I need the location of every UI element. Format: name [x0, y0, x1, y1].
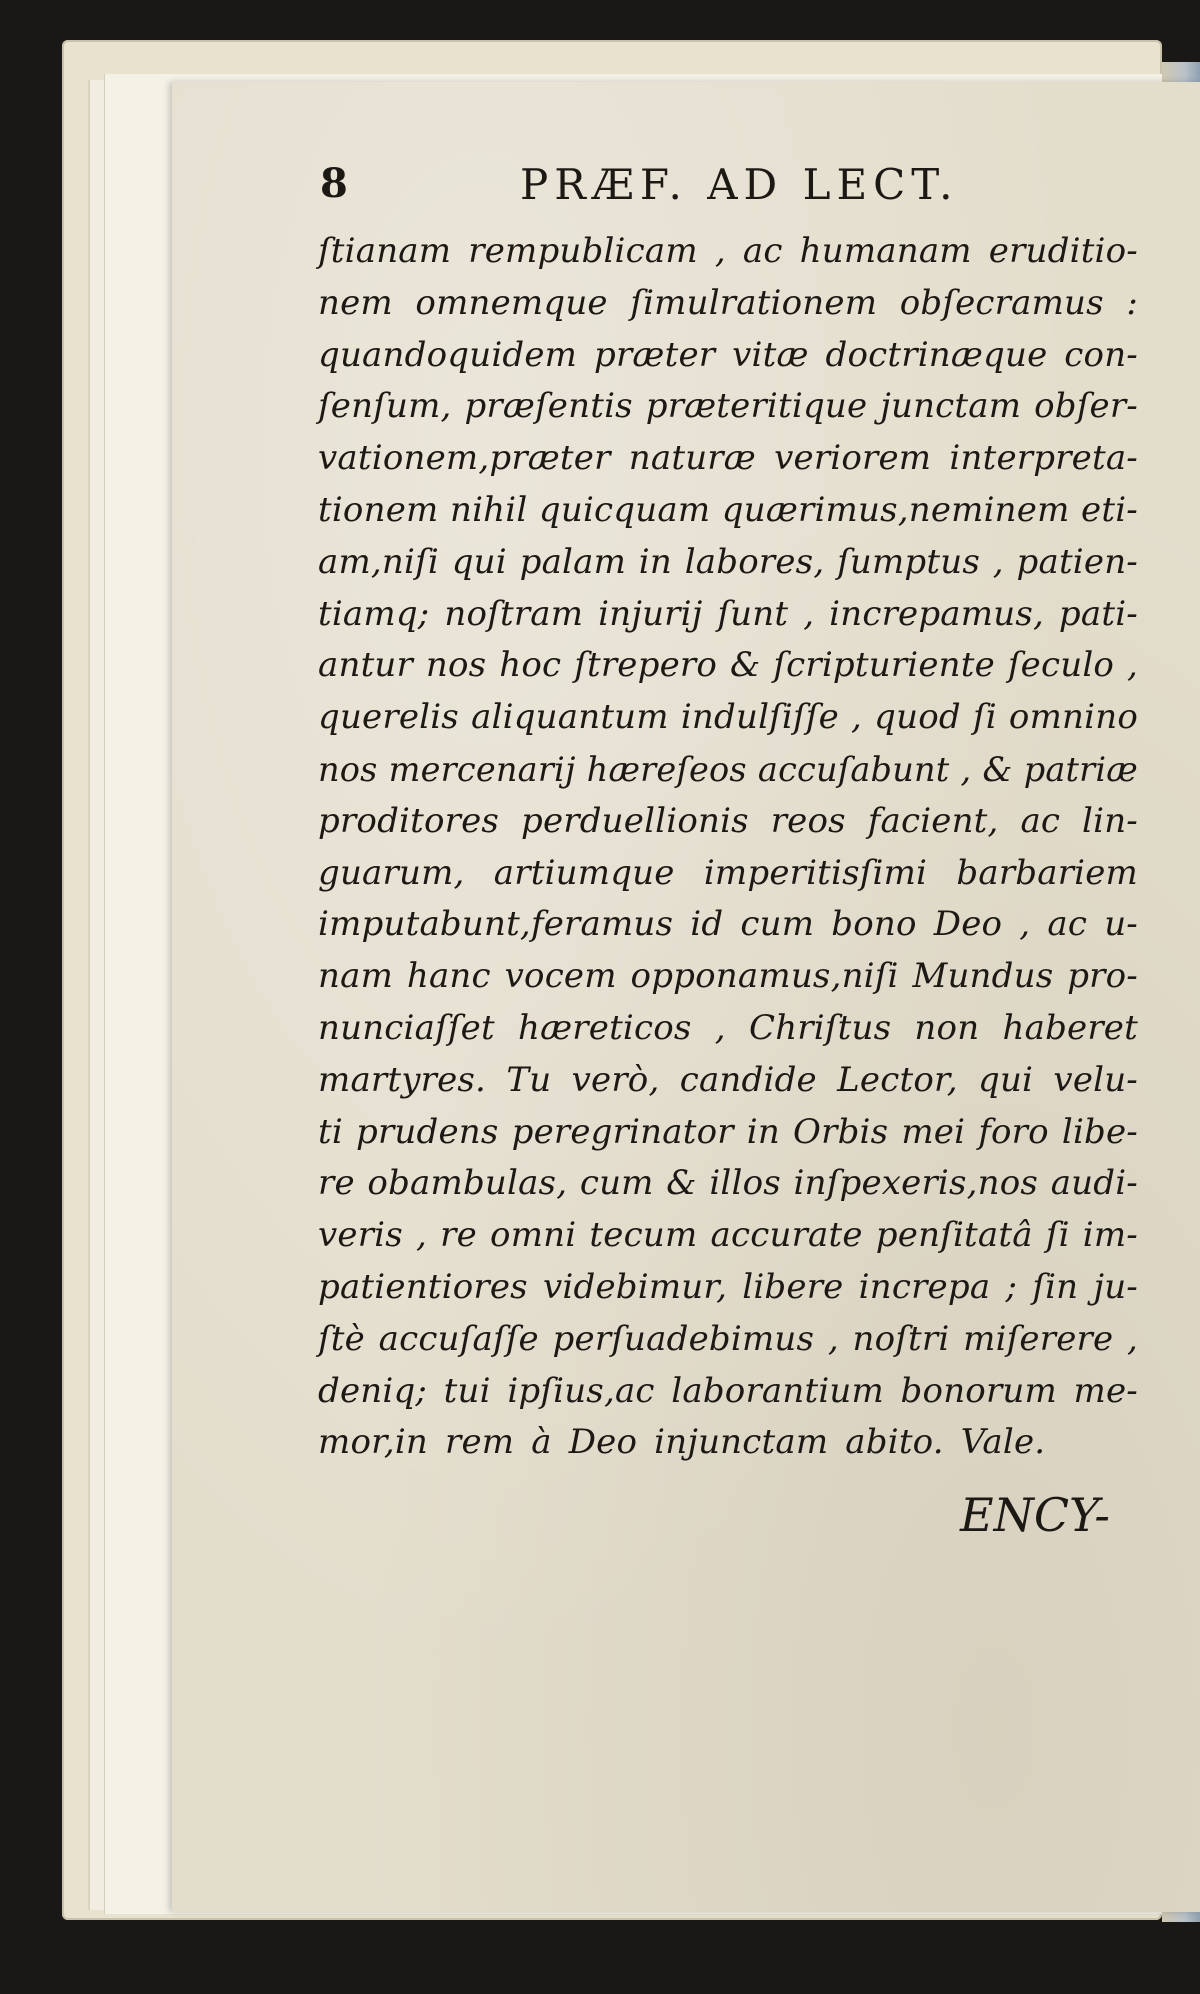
text-line: quandoquidem præter vitæ doctrinæque con-: [318, 334, 1138, 375]
text-line: querelis aliquantum indulſiſſe , quod ſi omnino: [318, 697, 1138, 738]
page-header: [320, 160, 1140, 230]
running-head: PRÆF. AD LECT.: [520, 160, 959, 209]
text-line: proditores perduellionis reos facient, ac lin-: [318, 800, 1138, 841]
text-line: re obambulas, cum & illos inſpexeris,nos audi-: [318, 1163, 1138, 1204]
text-line: deniq; tui ipſius,ac laborantium bonorum me-: [318, 1370, 1138, 1411]
text-line: tionem nihil quicquam quærimus,neminem eti-: [318, 489, 1138, 530]
text-line: am,niſi qui palam in labores, ſumptus , patien-: [318, 541, 1138, 582]
text-line: ſtè accuſaſſe perſuadebimus , noſtri miſerere ,: [318, 1318, 1138, 1359]
text-line: ti prudens peregrinator in Orbis mei foro libe-: [318, 1111, 1138, 1152]
text-line: tiamq; noſtram injurij ſunt , increpamus, pati-: [318, 593, 1138, 634]
text-line: veris , re omni tecum accurate penſitatâ ſi im-: [318, 1215, 1138, 1256]
text-line: nos mercenarij hæreſeos accuſabunt , & patriæ: [318, 749, 1138, 789]
text-line: nem omnemque ſimulrationem obſecramus :: [318, 282, 1138, 323]
text-line: nam hanc vocem opponamus,niſi Mundus pro-: [318, 956, 1138, 997]
text-line: ſtianam rempublicam , ac humanam eruditio-: [318, 231, 1138, 271]
text-line: vationem,præter naturæ veriorem interpreta-: [318, 438, 1138, 479]
text-line: imputabunt,feramus id cum bono Deo , ac u-: [318, 904, 1138, 945]
text-line: ſenſum, præſentis præteritique junctam obſer-: [318, 386, 1138, 427]
text-line: patientiores videbimur, libere increpa ; ſin ju-: [318, 1266, 1138, 1307]
page-number: 8: [320, 160, 348, 207]
text-line-last: mor,in rem à Deo injunctam abito. Vale.: [318, 1422, 1046, 1463]
body-text: [318, 226, 1138, 1469]
text-line: martyres. Tu verò, candide Lector, qui velu-: [318, 1059, 1138, 1100]
catchword: ENCY-: [960, 1488, 1110, 1542]
text-line: guarum, artiumque imperitisſimi barbariem: [318, 852, 1138, 893]
text-line: nunciaſſet hæreticos , Chriſtus non haberet: [318, 1007, 1138, 1048]
text-line: antur nos hoc ſtrepero & ſcripturiente ſeculo ,: [318, 645, 1138, 686]
